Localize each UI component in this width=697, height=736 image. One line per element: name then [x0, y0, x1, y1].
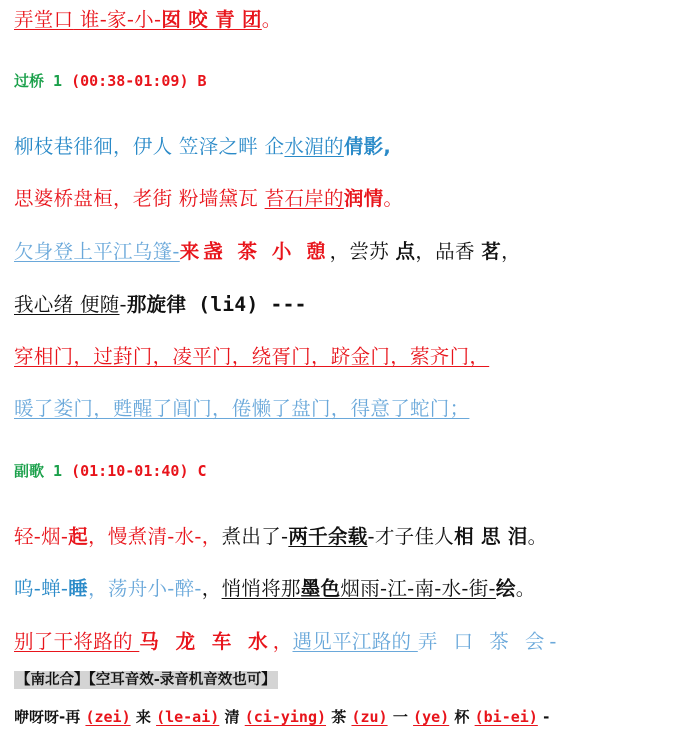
lyric-segment: 。: [261, 8, 282, 31]
lyric-segment: -才子佳人: [367, 525, 455, 548]
lyric-segment: ，: [201, 577, 222, 600]
lyric-segment: 一: [387, 708, 414, 726]
lyric-segment: ，品香: [415, 240, 482, 263]
lyric-line-8: [14, 521, 547, 549]
lyric-segment: 别了干将路的: [14, 630, 140, 653]
lyric-segment: 倩影,: [343, 135, 392, 158]
lyric-line-12: [14, 706, 549, 727]
section-header-chorus: [14, 460, 207, 481]
lyric-segment: 穿相门，过葑门，凌平门，绕胥门，跻金门，萦齐门，: [14, 345, 490, 368]
lyric-line-4: [14, 236, 521, 264]
lyric-line-3: [14, 183, 403, 211]
lyric-segment: 遇见平江路的: [292, 630, 418, 653]
lyric-segment: -: [119, 293, 127, 316]
lyric-segment: 绘: [495, 577, 516, 600]
lyric-segment: 清: [219, 708, 245, 726]
pinyin-note: (ci-ying): [244, 708, 327, 726]
lyric-segment: 来: [130, 708, 157, 726]
lyric-segment: ，: [201, 525, 222, 548]
highlight-note: 【南北合】【空耳音效-录音机音效也可】: [16, 672, 276, 688]
lyric-segment: 弄堂口: [14, 8, 74, 31]
lyric-segment: 来盏 茶 小 憩: [179, 240, 330, 263]
lyric-segment: 苔石岸的: [264, 187, 344, 210]
lyric-segment: 水湄的: [284, 135, 344, 158]
lyric-segment: ，: [272, 630, 293, 653]
lyric-segment: 咿呀呀-再: [14, 708, 86, 726]
lyric-segment: 起: [68, 525, 89, 548]
lyric-segment: 柳枝巷徘徊，伊人 笠泽之畔 企: [14, 135, 285, 158]
lyric-segment: 思婆桥盘桓，老街 粉墙黛瓦: [14, 187, 265, 210]
lyric-segment: 两千余载: [288, 525, 368, 548]
lyric-line-5: [14, 289, 307, 317]
section-label: 副歌 1: [14, 462, 63, 480]
lyric-segment: 谁-家-小-: [73, 8, 162, 31]
pinyin-note: (le-ai): [156, 708, 220, 726]
pinyin-note: (bi-ei): [474, 708, 538, 726]
lyric-segment: 相 思 泪: [454, 525, 528, 548]
lyric-segment: 煮出了-: [221, 525, 289, 548]
lyric-segment: 。: [527, 525, 548, 548]
lyric-segment: ，尝苏: [329, 240, 396, 263]
lyric-segment: 那旋律: [126, 293, 187, 316]
lyric-segment: ，荡舟小-醉-: [88, 577, 202, 600]
lyric-segment: 。: [515, 577, 536, 600]
lyric-segment: 。: [383, 187, 404, 210]
lyric-segment: 点: [395, 240, 416, 263]
lyric-segment: 囡 咬 青 团: [161, 8, 262, 31]
lyric-segment: 弄 口 茶 会-: [417, 630, 562, 653]
lyric-segment: 欠身登上平江乌篷-: [14, 240, 180, 263]
lyric-segment: 悄悄将那: [221, 577, 301, 600]
pinyin-note: (zu): [351, 708, 388, 726]
lyric-segment: 烟雨-江-南-水-街-: [340, 577, 496, 600]
lyric-line-9: [14, 573, 536, 601]
section-time: (00:38-01:09) B: [62, 72, 207, 90]
pinyin-note: (zei): [85, 708, 131, 726]
lyric-segment: 润情: [343, 187, 384, 210]
lyric-segment: ，: [501, 240, 521, 263]
lyric-line-1: [14, 4, 282, 32]
lyric-segment: 墨色: [300, 577, 341, 600]
section-header-bridge: [14, 70, 207, 91]
lyric-segment: 马 龙 车 水: [139, 630, 273, 653]
lyric-line-2: [14, 131, 391, 159]
lyric-segment: 杯: [449, 708, 475, 726]
lyric-line-11: [14, 668, 278, 689]
lyric-line-10: [14, 626, 561, 654]
lyric-segment: (li4) ---: [186, 293, 307, 316]
section-label: 过桥 1: [14, 72, 63, 90]
lyric-segment: 睡: [68, 577, 89, 600]
lyric-line-7: [14, 393, 469, 421]
pinyin-note: (ye): [413, 708, 450, 726]
lyric-line-6: [14, 341, 489, 369]
lyric-segment: 暖了娄门，甦醒了阊门，倦懒了盘门，得意了蛇门；: [14, 397, 470, 420]
lyric-segment: 呜-蝉-: [14, 577, 69, 600]
lyric-segment: -: [537, 708, 550, 726]
section-time: (01:10-01:40) C: [62, 462, 207, 480]
lyric-segment: ，慢煮清-水-: [88, 525, 202, 548]
lyric-segment: 轻-烟-: [14, 525, 69, 548]
lyric-segment: 茶: [326, 708, 352, 726]
lyric-segment: 我心绪 便随: [14, 293, 120, 316]
lyric-segment: 茗: [481, 240, 502, 263]
